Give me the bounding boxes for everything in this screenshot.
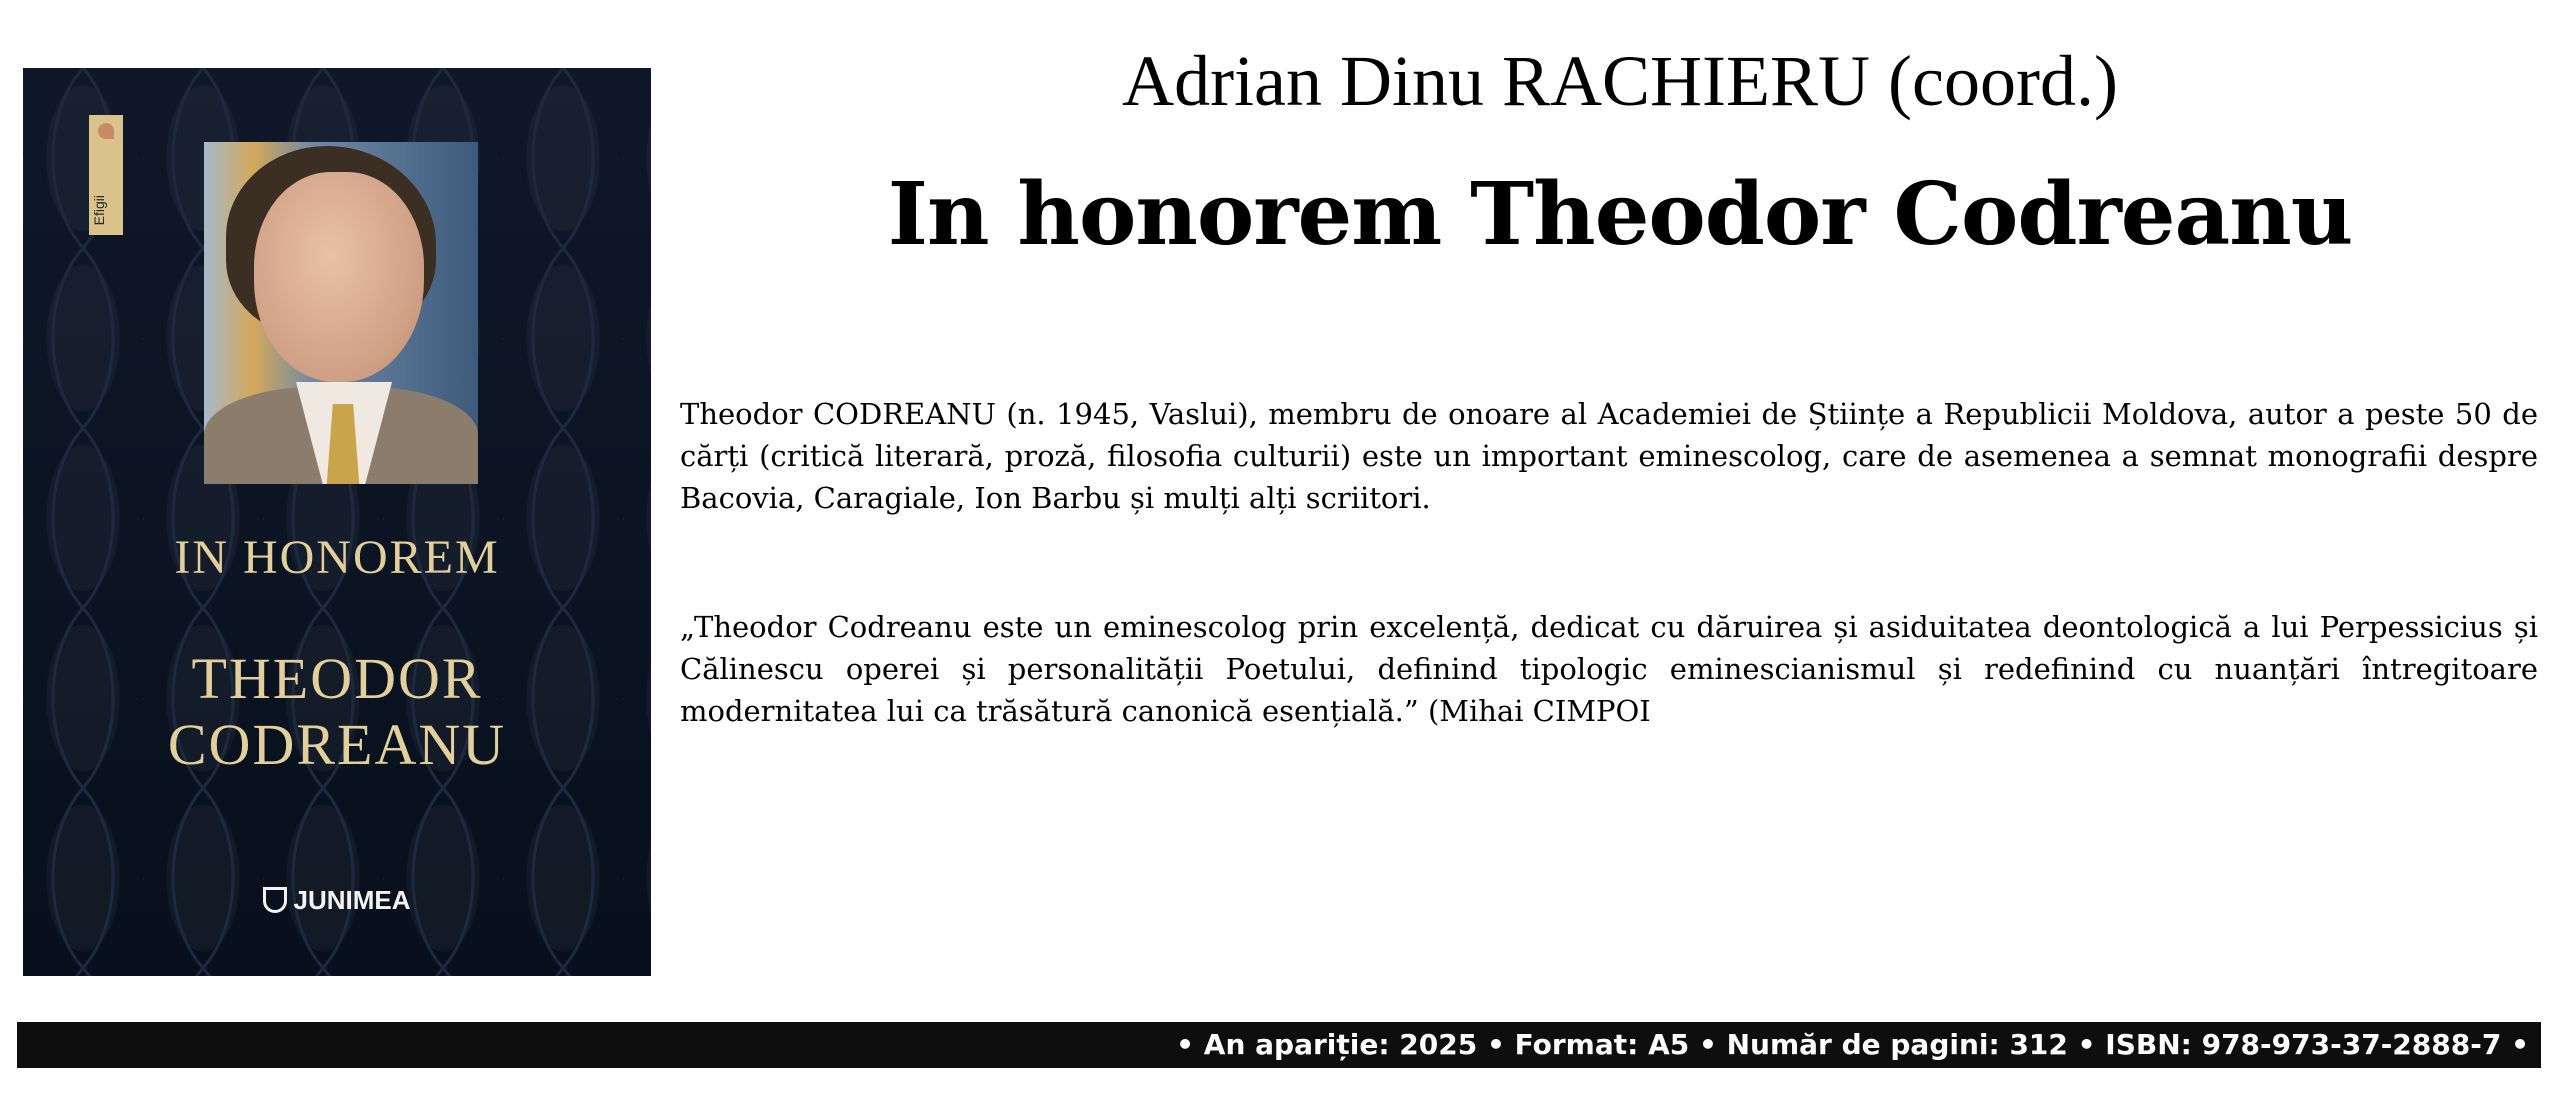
series-logo-icon — [98, 123, 114, 139]
cover-title-line1: IN HONOREM — [174, 531, 500, 584]
book-info-bar: • An apariție: 2025 • Format: A5 • Număr de pagini: 312 • ISBN: 978-973-37-2888-7 • — [17, 1022, 2541, 1068]
book-cover — [23, 68, 651, 976]
cover-title-line3: CODREANU — [167, 712, 507, 777]
publisher-shield-icon — [263, 887, 287, 913]
publisher-name: JUNIMEA — [293, 885, 411, 915]
author-portrait — [204, 142, 478, 484]
book-title: In honorem Theodor Codreanu — [887, 164, 2353, 265]
author-name: Adrian Dinu RACHIERU (coord.) — [1122, 41, 2118, 121]
cover-title-name — [23, 646, 651, 778]
cover-title-line2: THEODOR — [191, 646, 483, 711]
series-tag — [89, 115, 123, 235]
series-label: Efigii — [91, 194, 107, 225]
description-paragraph: Theodor CODREANU (n. 1945, Vaslui), membru de onoare al Academiei de Științe a Republicii Moldova, autor a peste 50 de cărți (critică literară, proză, filosofia culturii) este un important eminescolog, care de asemenea a semnat monografii despre Bacovia, Caragiale, Ion Barbu și mulți alți scriitori. — [680, 397, 2538, 515]
quote-paragraph: „Theodor Codreanu este un eminescolog prin excelență, dedicat cu dăruirea și asiduitatea deontologică a lui Perpessicius și Călinescu operei și personalității Poetului, definind tipologic eminescianismul și redefinind cu nuanțări întregitoare modernitatea lui ca trăsătură canonică esențială.” (Mihai CIMPOI — [680, 610, 2538, 728]
publisher-logo — [23, 885, 651, 916]
